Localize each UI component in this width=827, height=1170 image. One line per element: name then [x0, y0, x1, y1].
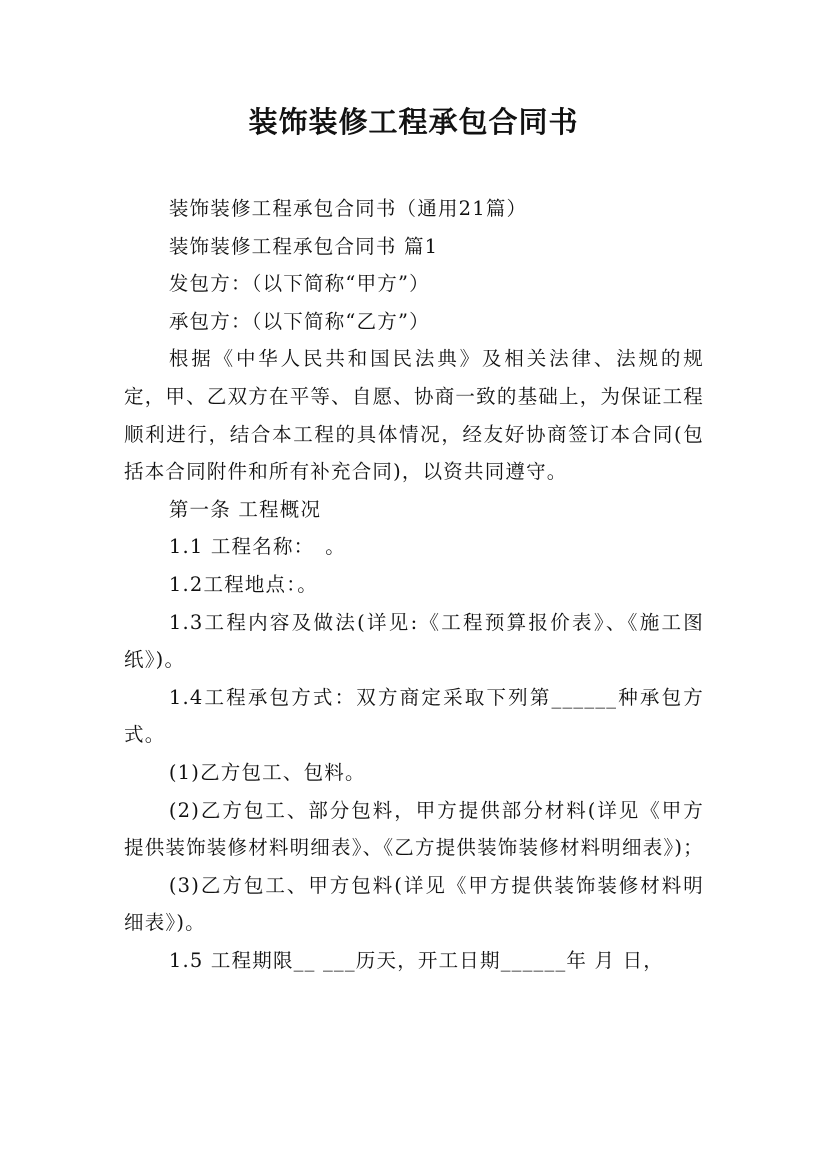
paragraph-article-one: 第一条 工程概况	[168, 497, 322, 521]
paragraph-option-2: (2)乙方包工、部分包料，甲方提供部分材料(详见《甲方提供装饰装修材料明细表》、《乙方提供装饰装修材料明细表》)；	[124, 798, 704, 860]
paragraph-party-b: 承包方：（以下简称“乙方”）	[168, 309, 430, 333]
paragraph-clause-1-5: 1.5 工程期限__ ___历天，开工日期______年 月 日，	[168, 948, 664, 972]
paragraph-section-heading: 装饰装修工程承包合同书 篇1	[168, 234, 439, 258]
paragraph-option-3: (3)乙方包工、甲方包料(详见《甲方提供装饰装修材料明细表》)。	[124, 873, 704, 935]
paragraph-party-a: 发包方：（以下简称“甲方”）	[168, 272, 430, 296]
paragraph-clause-1-3: 1.3工程内容及做法(详见:《工程预算报价表》、《施工图纸》)。	[124, 610, 704, 672]
paragraph-clause-1-1: 1.1 工程名称： 。	[168, 535, 347, 559]
paragraph-clause-1-4: 1.4工程承包方式：双方商定采取下列第______种承包方式。	[124, 685, 704, 747]
paragraph-option-1: (1)乙方包工、包料。	[168, 760, 366, 784]
document-title: 装饰装修工程承包合同书	[248, 105, 579, 139]
paragraph-clause-1-2: 1.2工程地点：。	[168, 572, 318, 596]
paragraph-subtitle: 装饰装修工程承包合同书（通用21篇）	[168, 197, 528, 220]
paragraph-preamble: 根据《中华人民共和国民法典》及相关法律、法规的规定，甲、乙双方在平等、自愿、协商一致的基础上，为保证工程顺利进行，结合本工程的具体情况，经友好协商签订本合同(包括本合同附件和所有补充合同)，以资共同遵守。	[124, 347, 704, 484]
document-body	[124, 190, 704, 979]
